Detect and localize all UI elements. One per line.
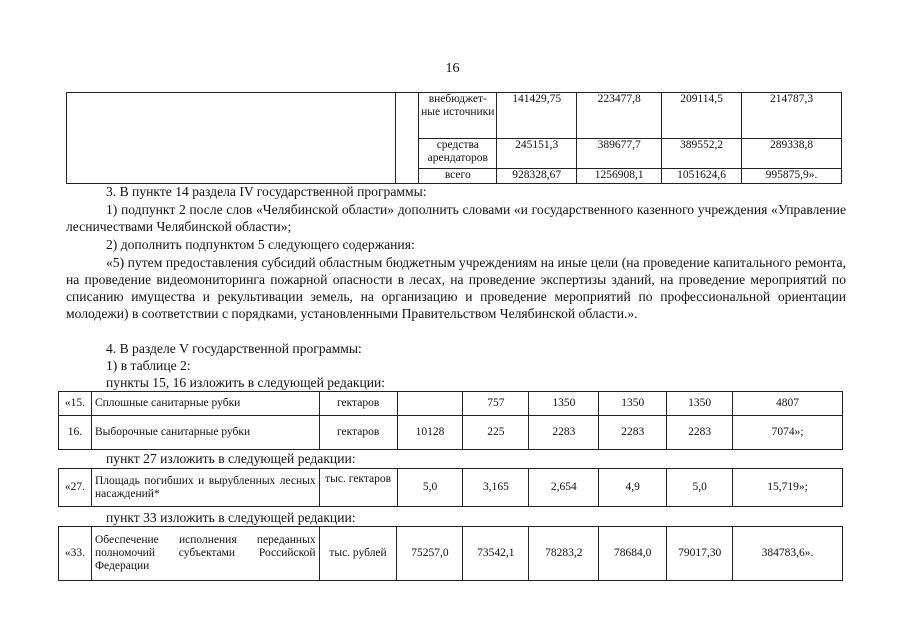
paragraph: 3. В пункте 14 раздела IV государственной программы: bbox=[106, 184, 427, 199]
row-unit: тыс. гектаров bbox=[319, 469, 397, 507]
row-label: внебюджет-ные источники bbox=[419, 93, 497, 139]
cell: 2283 bbox=[667, 416, 733, 450]
cell: 5,0 bbox=[667, 469, 733, 507]
cell: 2,654 bbox=[529, 469, 599, 507]
row-number: «27. bbox=[59, 469, 92, 507]
cell: 223477,8 bbox=[577, 93, 662, 139]
cell: 4,9 bbox=[599, 469, 667, 507]
table-27 bbox=[58, 468, 843, 507]
table-15-16 bbox=[58, 391, 843, 450]
table-row bbox=[59, 392, 843, 416]
cell: 1051624,6 bbox=[662, 169, 742, 184]
table-row bbox=[59, 527, 843, 581]
cell: 4807 bbox=[733, 392, 843, 416]
paragraph: пункт 33 изложить в следующей редакции: bbox=[106, 510, 356, 525]
cell bbox=[397, 392, 463, 416]
cell: 384783,6». bbox=[733, 527, 843, 581]
top-table bbox=[66, 92, 842, 184]
cell: 10128 bbox=[397, 416, 463, 450]
cell: 209114,5 bbox=[662, 93, 742, 139]
cell: 225 bbox=[463, 416, 529, 450]
row-unit: тыс. рублей bbox=[319, 527, 397, 581]
paragraph: 1) в таблице 2: bbox=[106, 358, 191, 373]
page-number: 16 bbox=[445, 61, 460, 76]
row-label: всего bbox=[419, 169, 497, 184]
cell: 7074»; bbox=[733, 416, 843, 450]
row-name: Сплошные санитарные рубки bbox=[91, 392, 319, 416]
empty-cell bbox=[67, 93, 396, 184]
row-number: «15. bbox=[59, 392, 92, 416]
paragraph: пункты 15, 16 изложить в следующей редакции: bbox=[106, 375, 386, 390]
cell: 289338,8 bbox=[742, 139, 842, 169]
cell: 1350 bbox=[529, 392, 599, 416]
cell: 389552,2 bbox=[662, 139, 742, 169]
cell: 389677,7 bbox=[577, 139, 662, 169]
paragraph: «5) путем предоставления субсидий областным бюджетным учреждениям на иные цели (на проведение капитального ремонта, на проведение видеомониторинга пожарной опасности в лесах, на проведение экспертизы зданий, на проведение мероприятий по списанию имущества и рекультивации земель, на организацию и проведение мероприятий по профессиональной ориентации молодежи) в соответствии с порядками, установленными Правительством Челябинской области.». bbox=[66, 255, 846, 321]
table-row bbox=[59, 416, 843, 450]
paragraph: пункт 27 изложить в следующей редакции: bbox=[106, 451, 356, 466]
cell: 3,165 bbox=[463, 469, 529, 507]
cell: 995875,9». bbox=[742, 169, 842, 184]
cell: 1350 bbox=[667, 392, 733, 416]
cell: 2283 bbox=[599, 416, 667, 450]
paragraph: 1) подпункт 2 после слов «Челябинской области» дополнить словами «и государственного казенного учреждения «Управление лесничествами Челябинской области»; bbox=[66, 202, 846, 234]
cell: 73542,1 bbox=[463, 527, 529, 581]
cell: 214787,3 bbox=[742, 93, 842, 139]
cell: 79017,30 bbox=[667, 527, 733, 581]
cell: 2283 bbox=[529, 416, 599, 450]
cell: 1350 bbox=[599, 392, 667, 416]
paragraph: 2) дополнить подпунктом 5 следующего содержания: bbox=[106, 237, 415, 252]
cell: 141429,75 bbox=[497, 93, 577, 139]
empty-cell bbox=[396, 93, 419, 184]
cell: 75257,0 bbox=[397, 527, 463, 581]
row-label: средства арендаторов bbox=[419, 139, 497, 169]
row-name: Выборочные санитарные рубки bbox=[91, 416, 319, 450]
cell: 5,0 bbox=[397, 469, 463, 507]
cell: 928328,67 bbox=[497, 169, 577, 184]
row-unit: гектаров bbox=[319, 416, 397, 450]
cell: 78684,0 bbox=[599, 527, 667, 581]
cell: 757 bbox=[463, 392, 529, 416]
row-name: Площадь погибших и вырубленных лесных насаждений* bbox=[91, 469, 319, 507]
cell: 78283,2 bbox=[529, 527, 599, 581]
paragraph: 4. В разделе V государственной программы: bbox=[106, 341, 362, 356]
row-unit: гектаров bbox=[319, 392, 397, 416]
row-number: 16. bbox=[59, 416, 92, 450]
row-name: Обеспечение исполнения переданных полномочий субъектами Российской Федерации bbox=[91, 527, 319, 581]
cell: 15,719»; bbox=[733, 469, 843, 507]
table-33 bbox=[58, 526, 843, 581]
table-row bbox=[59, 469, 843, 507]
cell: 245151,3 bbox=[497, 139, 577, 169]
row-number: «33. bbox=[59, 527, 92, 581]
cell: 1256908,1 bbox=[577, 169, 662, 184]
